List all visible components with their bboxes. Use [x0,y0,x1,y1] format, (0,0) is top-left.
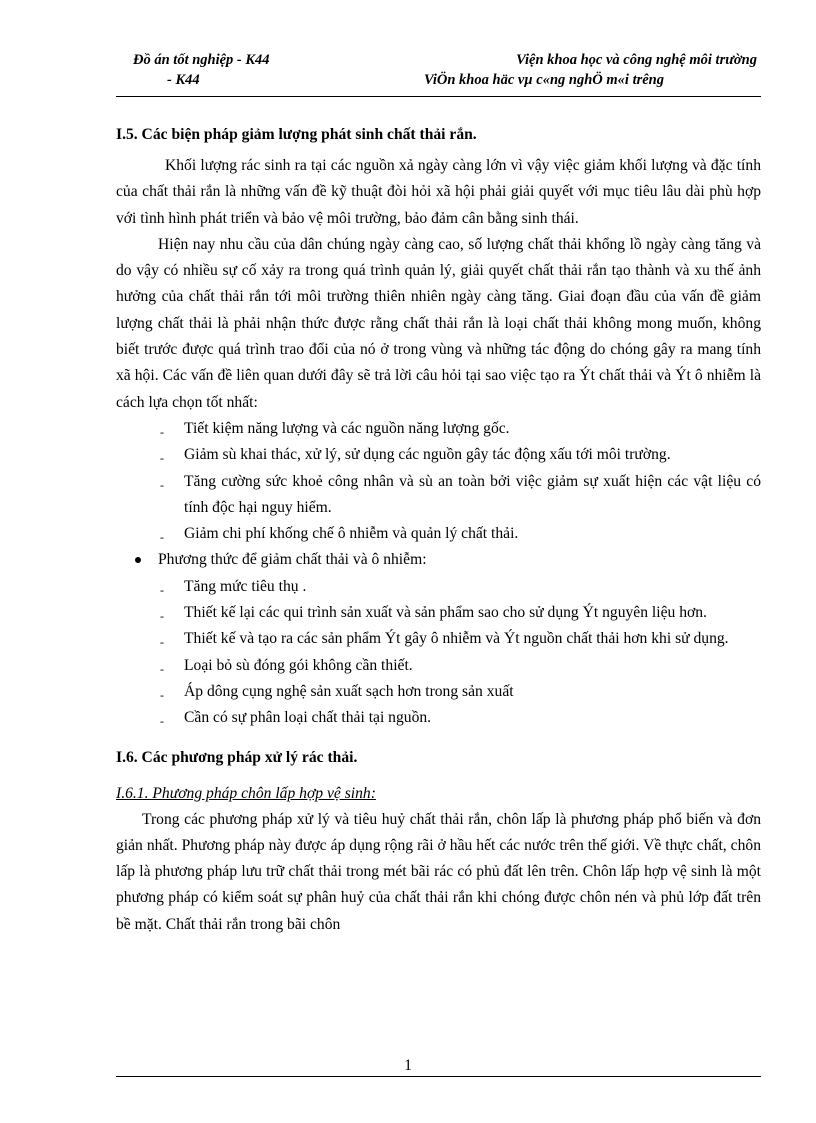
list-item: - Tăng cường sức khoẻ công nhân và sù an toàn bởi việc giảm sự xuất hiện các vật liệu có tính độc hại nguy hiểm. [160,472,761,516]
dash-icon: - [160,530,164,545]
list-item: - Giảm sù khai thác, xử lý, sử dụng các nguồn gây tác động xấu tới môi trường. [116,442,761,468]
dash-list-benefits [116,416,761,547]
dash-icon: - [160,477,164,492]
dash-list-methods [116,574,761,732]
section-heading-1-5: I.5. Các biện pháp giảm lượng phát sinh chất thải rắn. [116,126,477,143]
dash-icon: - [160,661,164,676]
dash-icon: - [160,635,164,650]
bullet-item: Phương thức để giảm chất thải và ô nhiễm: [116,547,761,573]
header-thesis-title-repeat: - K44 [167,72,200,88]
list-item: - Thiết kế và tạo ra các sản phẩm Ýt gây ô nhiễm và Ýt nguồn chất thải hơn khi sử dụng. [116,626,761,652]
subsection-heading-1-6-1: I.6.1. Phương pháp chôn lấp hợp vệ sinh: [116,784,376,802]
dash-icon: - [160,687,164,702]
page-body [116,122,761,938]
header-institute-name-garbled: ViÖn khoa häc vµ c«ng nghÖ m«i trêng [424,72,664,88]
list-item: - Áp dông cụng nghệ sản xuất sạch hơn trong sản xuất [116,679,761,705]
dash-icon: - [160,582,164,597]
paragraph: Trong các phương pháp xử lý và tiêu huỷ chất thải rắn, chôn lấp là phương pháp phổ biến và đơn giản nhất. Phương pháp này được áp dụng rộng rãi ở hầu hết các nước trên thế giới. Về thực chất, chôn lấp là phương pháp lưu trữ chất thải trong mét bãi rác có phủ đất lên trên. Chôn lấp hợp vệ sinh là một phương pháp có kiểm soát sự phân huỷ của chất thải rắn khi chóng được chôn nén và phủ lớp đất trên bề mặt. Chất thải rắn trong bãi chôn [116,810,761,933]
dash-icon: - [160,451,164,466]
list-item: - Tăng mức tiêu thụ . [116,574,761,600]
bullet-dot-icon [135,557,141,563]
list-item: - Giảm chi phí khống chế ô nhiễm và quản lý chất thải. [116,521,761,547]
dash-icon: - [160,609,164,624]
section-heading-1-6: I.6. Các phương pháp xử lý rác thải. [116,748,358,766]
list-item: - Loại bỏ sù đóng gói không cần thiết. [116,653,761,679]
list-item: - Thiết kế lại các qui trình sản xuất và sản phẩm sao cho sử dụng Ýt nguyên liệu hơn. [116,600,761,626]
header-divider [116,96,761,97]
header-right [424,50,757,90]
dash-icon: - [160,424,164,439]
dash-icon: - [160,714,164,729]
list-item: - Tiết kiệm năng lượng và các nguồn năng lượng gốc. [116,416,761,442]
paragraph: Khối lượng rác sinh ra tại các nguồn xả ngày càng lớn vì vậy việc giảm khối lượng và đặc tính của chất thải rắn là những vấn đề kỹ thuật đòi hỏi xã hội phải giải quyết với mục tiêu lâu dài phù hợp với tình hình phát triển và bảo vệ môi trường, bảo đảm cân bằng sinh thái. [116,157,761,227]
header-institute-name: Viện khoa học và công nghệ môi trường [516,52,757,68]
paragraph: Hiện nay nhu cầu của dân chúng ngày càng cao, số lượng chất thải khổng lồ ngày càng tăng và do vậy có nhiều sự cố xảy ra trong quá trình quản lý, giải quyết chất thải rắn tạo thành và xu thế ảnh hưởng của chất thải rắn tới môi trường thiên nhiên ngày càng tăng. Giai đoạn đầu của vấn đề giảm lượng chất thải là phải nhận thức được rằng chất thải rắn là loại chất thải không mong muốn, không biết trước được quá trình trao đổi của nó ở trong vùng và những tác động do chóng gây ra mang tính xã hội. Các vấn đề liên quan dưới đây sẽ trả lời câu hỏi tại sao việc tạo ra Ýt chất thải và Ýt ô nhiễm là cách lựa chọn tốt nhất: [116,235,761,411]
header-thesis-title: Đồ án tốt nghiệp - K44 [133,52,270,68]
page-number: 1 [404,1057,412,1074]
list-item: - Cần có sự phân loại chất thải tại nguồn. [116,705,761,731]
footer-divider [116,1076,761,1077]
header-left [133,50,270,90]
